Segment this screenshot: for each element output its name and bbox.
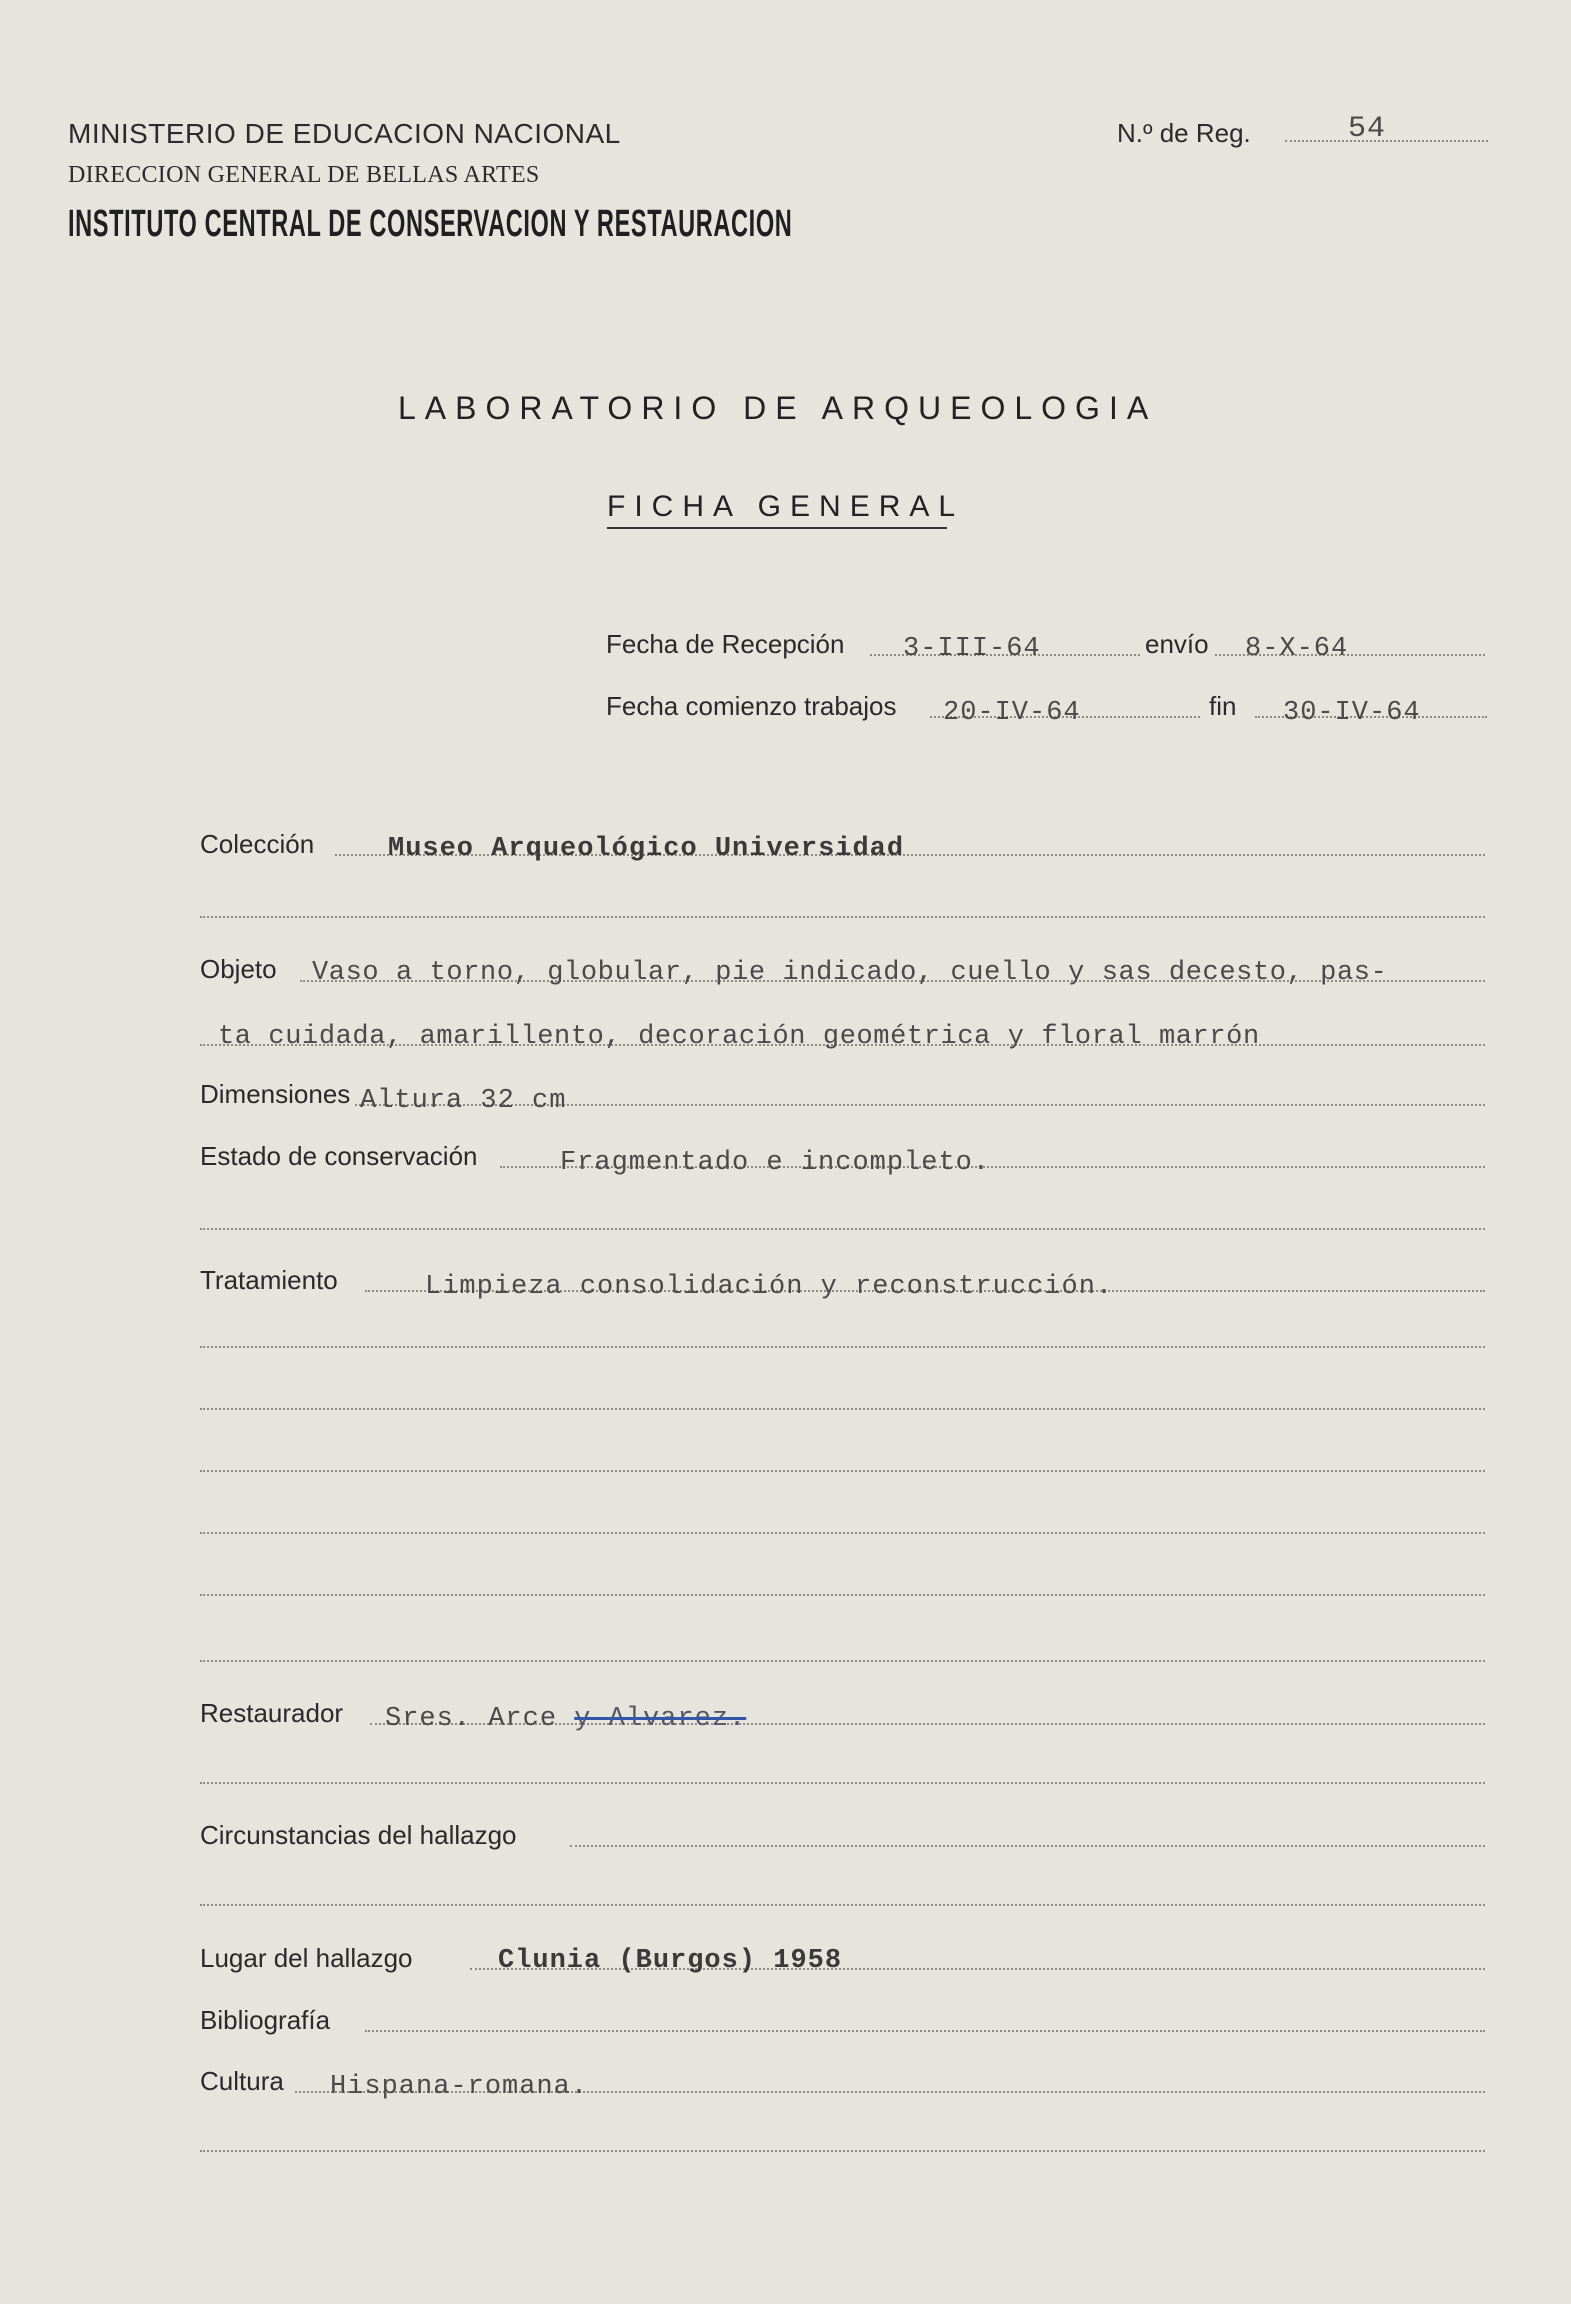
objeto-value-line2: ta cuidada, amarillento, decoración geométrica y floral marrón <box>218 1022 1260 1052</box>
restaurador-label: Restaurador <box>200 1698 344 1728</box>
laboratory-title: LABORATORIO DE ARQUEOLOGIA <box>398 390 1158 426</box>
objeto-value-line1: Vaso a torno, globular, pie indicado, cuello y sas decesto, pas- <box>312 958 1388 988</box>
circunstancias-dotted-line <box>570 1845 1485 1847</box>
end-date: 30-IV-64 <box>1283 698 1421 728</box>
reception-date: 3-III-64 <box>903 634 1041 664</box>
dimensiones-value: Altura 32 cm <box>360 1086 567 1116</box>
restaurador-value <box>385 1704 746 1734</box>
objeto-label: Objeto <box>200 954 277 984</box>
ministry-heading: MINISTERIO DE EDUCACION NACIONAL <box>68 118 621 149</box>
estado-extra-line <box>200 1228 1485 1230</box>
coleccion-extra-line <box>200 916 1485 918</box>
direction-heading: DIRECCION GENERAL DE BELLAS ARTES <box>68 162 540 188</box>
reception-label: Fecha de Recepción <box>606 629 845 659</box>
tratamiento-extra-line-3 <box>200 1470 1485 1472</box>
reg-value: 54 <box>1348 112 1387 146</box>
tratamiento-label: Tratamiento <box>200 1265 338 1295</box>
cultura-extra-line <box>200 2150 1485 2152</box>
tratamiento-extra-line-1 <box>200 1346 1485 1348</box>
reg-label: N.º de Reg. <box>1117 118 1251 148</box>
sent-label: envío <box>1145 629 1209 659</box>
bibliografia-label: Bibliografía <box>200 2005 331 2035</box>
tratamiento-extra-line-4 <box>200 1532 1485 1534</box>
circunstancias-label: Circunstancias del hallazgo <box>200 1820 517 1850</box>
start-label: Fecha comienzo trabajos <box>606 691 897 721</box>
cultura-value: Hispana-romana. <box>330 2072 589 2102</box>
estado-label: Estado de conservación <box>200 1141 478 1171</box>
tratamiento-extra-line-5 <box>200 1594 1485 1596</box>
tratamiento-value: Limpieza consolidación y reconstrucción. <box>425 1272 1114 1302</box>
card-title: FICHA GENERAL <box>607 490 965 523</box>
sent-date: 8-X-64 <box>1245 634 1349 664</box>
restaurador-extra-line <box>200 1782 1485 1784</box>
lugar-label: Lugar del hallazgo <box>200 1943 413 1973</box>
tratamiento-extra-line-2 <box>200 1408 1485 1410</box>
cultura-label: Cultura <box>200 2066 284 2096</box>
reg-dotted-line <box>1285 140 1488 142</box>
institute-heading: INSTITUTO CENTRAL DE CONSERVACION Y RESTAURACION <box>68 203 793 245</box>
tratamiento-extra-line-6 <box>200 1660 1485 1662</box>
dimensiones-label: Dimensiones <box>200 1079 351 1109</box>
restaurador-struck-name: y Alvarez. <box>574 1704 747 1734</box>
bibliografia-dotted-line <box>365 2030 1485 2032</box>
circunstancias-extra-line <box>200 1904 1485 1906</box>
card-title-underline <box>607 527 947 529</box>
end-label: fin <box>1209 691 1237 721</box>
start-date: 20-IV-64 <box>943 698 1081 728</box>
coleccion-value: Museo Arqueológico Universidad <box>388 834 905 864</box>
coleccion-label: Colección <box>200 829 315 859</box>
restaurador-names: Sres. Arce <box>385 1704 558 1734</box>
estado-value: Fragmentado e incompleto. <box>560 1148 991 1178</box>
lugar-value: Clunia (Burgos) 1958 <box>498 1946 843 1976</box>
